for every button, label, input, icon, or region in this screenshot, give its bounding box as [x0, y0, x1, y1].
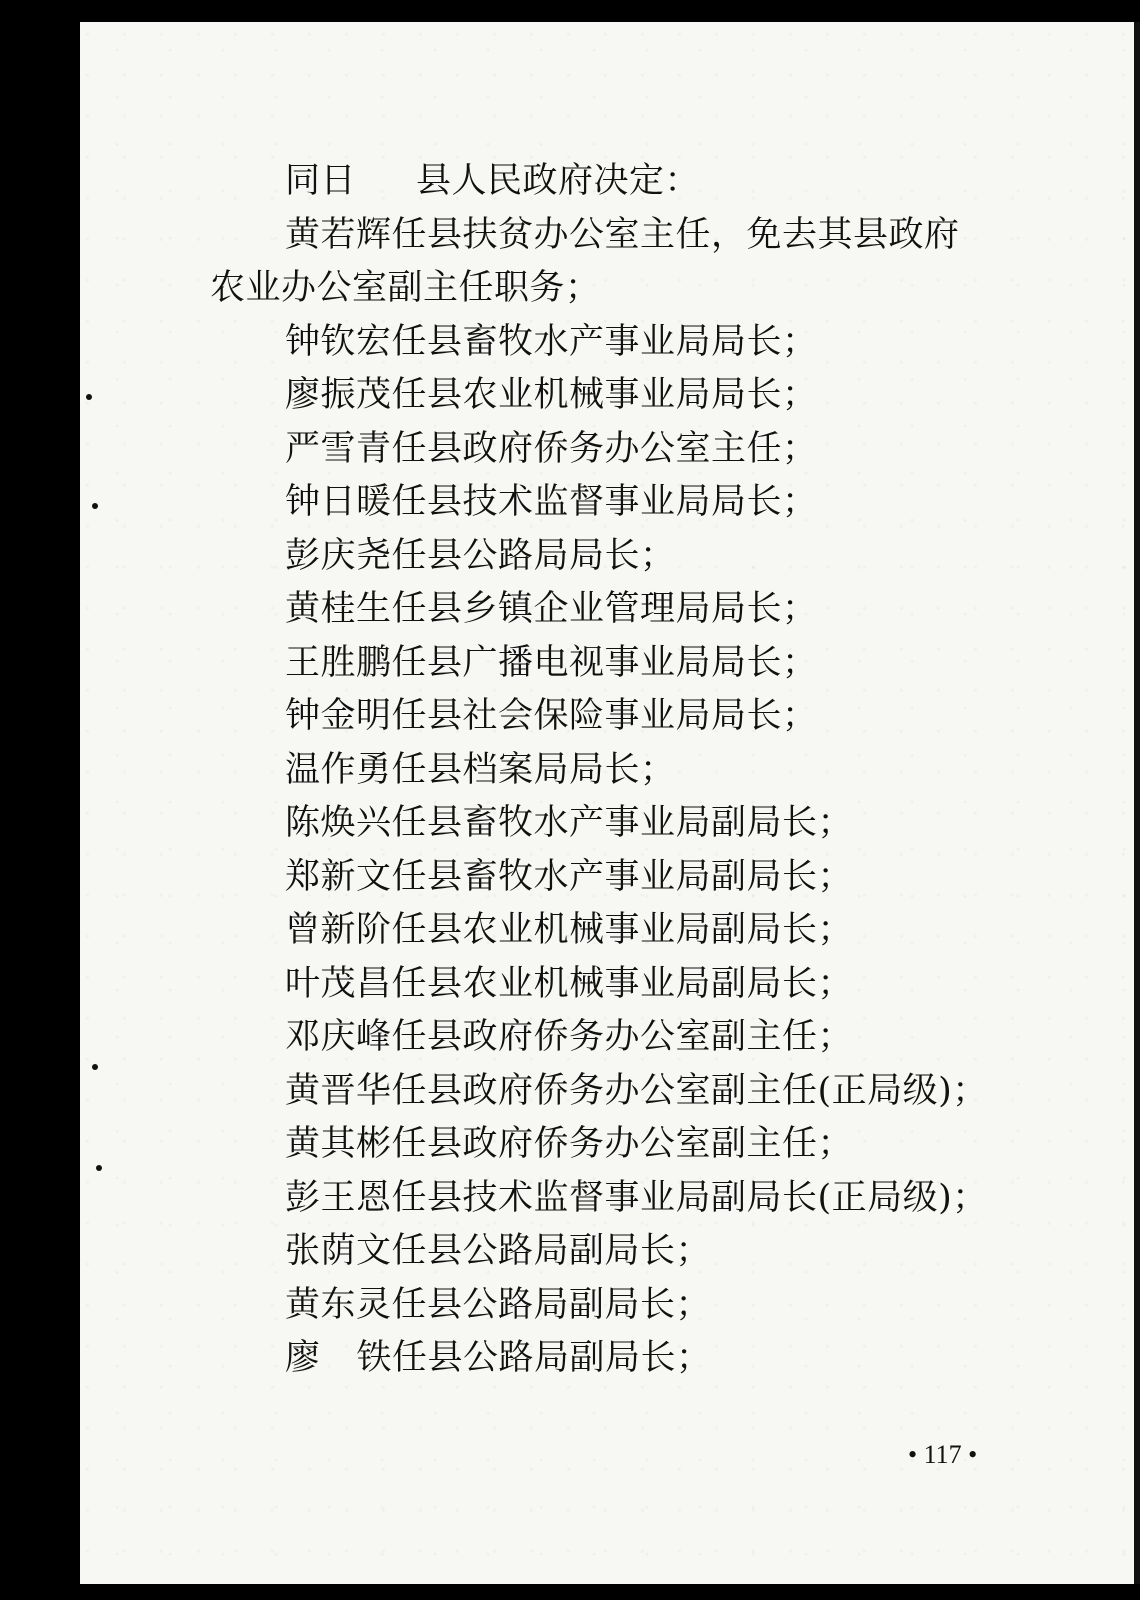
appointment-line-last: [210, 1332, 1040, 1386]
appointment-line: 邓庆峰任县政府侨务办公室副主任；: [285, 1017, 854, 1057]
appointment-line: 彭庆尧任县公路局局长；: [285, 535, 676, 576]
appointment-line: 黄其彬任县政府侨务办公室副主任；: [285, 1124, 854, 1164]
appointment-line: 叶茂昌任县农业机械事业局副局长；: [285, 963, 854, 1004]
appointment-line: 张荫文任县公路局副局长；: [285, 1231, 712, 1271]
appointment-line: 黄晋华任县政府侨务办公室副主任(正局级)；: [285, 1070, 988, 1111]
appointment-line: 黄桂生任县乡镇企业管理局局长；: [285, 589, 818, 629]
appointment-line: 钟金明任县社会保险事业局局长；: [285, 696, 818, 736]
heading-date: 同日: [285, 161, 357, 201]
appointment-line: 严雪青任县政府侨务办公室主任；: [285, 428, 818, 469]
scan-speck: [96, 1165, 102, 1171]
scan-speck: [86, 394, 92, 400]
appointee-surname: 廖: [285, 1338, 321, 1378]
appointment-text: 铁任县公路局副局长；: [356, 1338, 712, 1378]
appointment-line: 廖振茂任县农业机械事业局局长；: [285, 375, 818, 415]
scan-edge-right: [1134, 22, 1140, 1584]
appointment-line: 黄东灵任县公路局副局长；: [285, 1284, 712, 1325]
appointment-line: 钟钦宏任县畜牧水产事业局局长；: [285, 321, 818, 362]
document-body: [210, 155, 1040, 1386]
heading-text: 县人民政府决定：: [416, 161, 701, 201]
paragraph-continuation: 农业办公室副主任职务；: [210, 268, 601, 308]
appointment-line: 温作勇任县档案局局长；: [285, 749, 676, 790]
appointment-line: 曾新阶任县农业机械事业局副局长；: [285, 910, 854, 950]
scan-speck: [92, 503, 98, 509]
appointment-line: 王胜鹏任县广播电视事业局局长；: [285, 642, 818, 683]
appointment-line: 陈焕兴任县畜牧水产事业局副局长；: [285, 803, 854, 843]
heading-line: [210, 155, 1040, 209]
appointment-line: 郑新文任县畜牧水产事业局副局长；: [285, 856, 854, 897]
appointment-line: 彭王恩任县技术监督事业局副局长(正局级)；: [285, 1177, 988, 1218]
scan-edge-bottom: [0, 1584, 1140, 1600]
scan-speck: [92, 1064, 98, 1070]
page-number: • 117 •: [908, 1440, 978, 1469]
paragraph-first-line: 黄若辉任县扶贫办公室主任，免去其县政府: [285, 214, 960, 255]
appointment-line: 钟日暖任县技术监督事业局局长；: [285, 482, 818, 522]
